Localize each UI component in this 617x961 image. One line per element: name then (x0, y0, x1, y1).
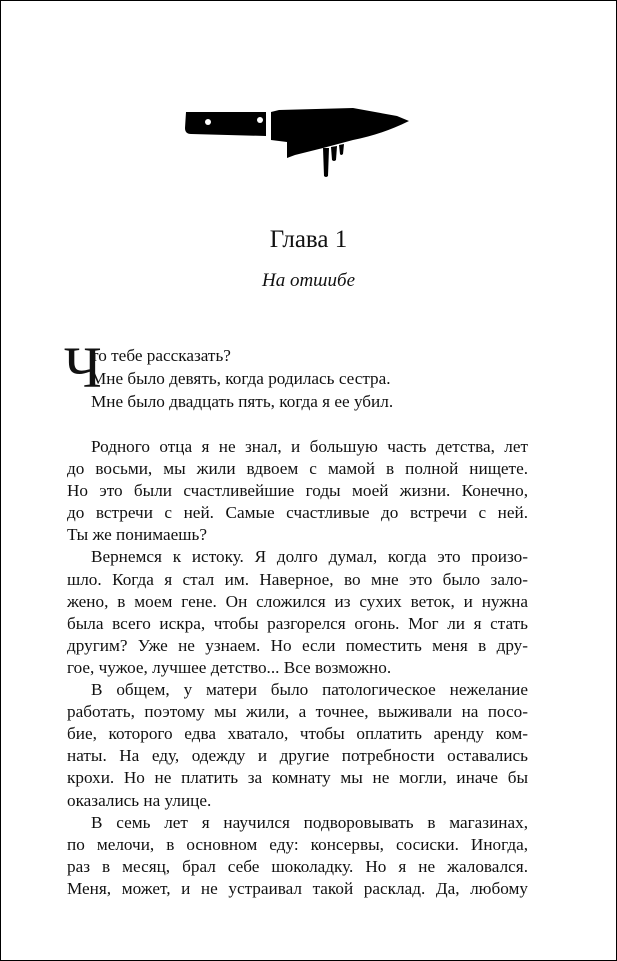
drop-cap: Ч (64, 335, 102, 400)
text-line: то тебе рассказать? (91, 346, 231, 365)
text-line: до восьми, мы жили вдвоем с мамой в полной нищете. (67, 459, 528, 479)
text-line: раз в месяц, брал себе шоколадку. Но я не жаловался. (67, 856, 528, 876)
text-line: крохи. Но не платить за комнату мы не могли, иначе бы (67, 768, 528, 788)
text-line: Меня, может, и не устраивал такой расклад. Да, любому (67, 878, 528, 898)
paragraph (67, 546, 528, 679)
text-line: гое, чужое, лучшее детство... Все возможно. (67, 657, 392, 677)
text-line: была всего искра, чтобы разгорелся огонь. Мог ли я стать (67, 613, 528, 633)
text-line: жено, в моем гене. Он сложился из сухих веток, и нужна (67, 591, 528, 611)
chapter-title: Глава 1 (269, 226, 348, 253)
text-line: шло. Когда я стал им. Наверное, во мне это было зало- (67, 569, 528, 589)
knife-icon (183, 98, 413, 180)
text-line: наты. На еду, одежду и другие потребности оставались (67, 746, 528, 766)
paragraph (67, 679, 528, 812)
text-line: по мелочи, в основном еду: консервы, сосиски. Иногда, (67, 834, 528, 854)
text-line: Вернемся к истоку. Я долго думал, когда это произо- (91, 547, 528, 567)
text-line: Мне было двадцать пять, когда я ее убил. (91, 391, 394, 411)
intro-paragraph (64, 335, 528, 413)
text-line: до встречи с ней. Самые счастливые до встречи с ней. (67, 503, 528, 523)
text-line: Ты же понимаешь? (67, 525, 207, 545)
text-line: другим? Уже не узнаем. Но если поместить меня в дру- (67, 635, 528, 655)
text-line: В общем, у матери было патологическое нежелание (91, 680, 528, 700)
text-line: Родного отца я не знал, и большую часть детства, лет (91, 437, 528, 456)
body-text (67, 436, 528, 900)
chapter-subtitle: На отшибе (261, 270, 356, 291)
paragraph (67, 436, 528, 546)
text-line: Мне было девять, когда родилась сестра. (91, 368, 391, 388)
text-line: бие, которого едва хватало, чтобы оплатить аренду ком- (67, 724, 528, 744)
text-line: В семь лет я научился подворовывать в магазинах, (91, 812, 528, 832)
text-line: Но это были счастливейшие годы моей жизни. Конечно, (67, 481, 528, 501)
paragraph (67, 812, 528, 900)
text-line: оказались на улице. (67, 790, 212, 810)
text-line: работать, поэтому мы жили, а точнее, выживали на посо- (67, 702, 528, 722)
